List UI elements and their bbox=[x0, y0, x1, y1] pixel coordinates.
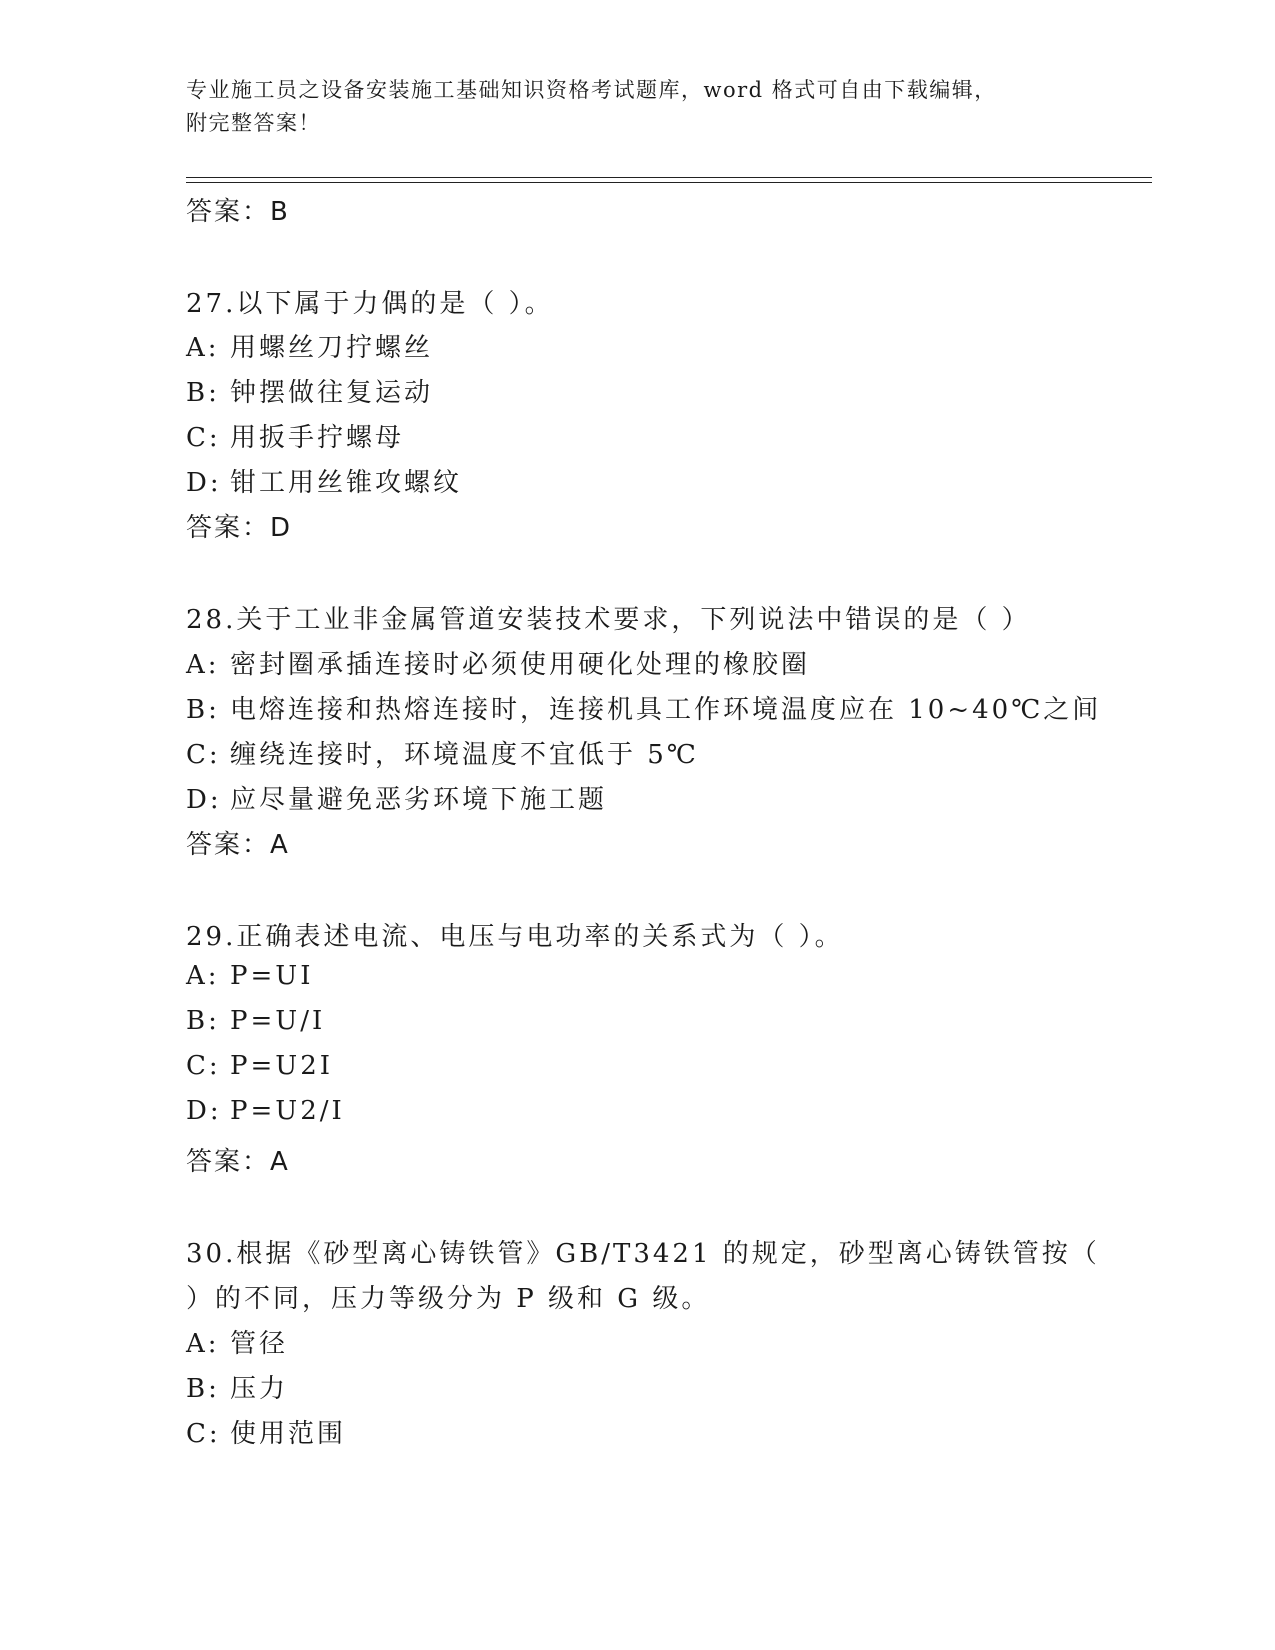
option-label: B: bbox=[186, 1374, 220, 1404]
option-text: 电熔连接和热熔连接时，连接机具工作环境温度应在 10~40℃之间 bbox=[230, 695, 1102, 725]
question-30-stem-line-2: ）的不同，压力等级分为 P 级和 G 级。 bbox=[186, 1284, 711, 1314]
question-29-answer: 答案：A bbox=[186, 1147, 290, 1177]
option-label: C: bbox=[186, 740, 221, 770]
header-divider-bottom bbox=[186, 182, 1152, 183]
question-29-option-c bbox=[186, 1051, 333, 1081]
question-29-option-a bbox=[186, 961, 313, 991]
question-30-stem-line-1: 30.根据《砂型离心铸铁管》GB/T3421 的规定，砂型离心铸铁管按（ bbox=[186, 1239, 1100, 1269]
question-28-option-c bbox=[186, 734, 699, 771]
header-line-1: 专业施工员之设备安装施工基础知识资格考试题库，word 格式可自由下载编辑， bbox=[186, 78, 997, 102]
option-text: P=U/I bbox=[230, 1006, 326, 1036]
question-30-option-c bbox=[186, 1413, 346, 1450]
option-label: A: bbox=[186, 1329, 220, 1359]
question-27-stem: 27.以下属于力偶的是（ ）。 bbox=[186, 289, 554, 319]
question-29-stem: 29.正确表述电流、电压与电功率的关系式为（ ）。 bbox=[186, 922, 844, 952]
question-28-option-d bbox=[186, 779, 607, 816]
question-30-option-a bbox=[186, 1323, 288, 1360]
option-text: 使用范围 bbox=[230, 1419, 347, 1449]
option-label: A: bbox=[186, 650, 220, 680]
question-27-option-d bbox=[186, 462, 462, 499]
question-27-option-a bbox=[186, 327, 433, 364]
option-label: C: bbox=[186, 1051, 221, 1081]
option-text: 应尽量避免恶劣环境下施工题 bbox=[230, 785, 608, 815]
question-28-option-a bbox=[186, 644, 810, 681]
question-28-answer: 答案：A bbox=[186, 830, 290, 860]
option-label: A: bbox=[186, 961, 220, 991]
answer-prev: 答案：B bbox=[186, 197, 290, 227]
option-label: C: bbox=[186, 423, 221, 453]
option-text: 用扳手拧螺母 bbox=[230, 423, 405, 453]
option-label: D: bbox=[186, 468, 222, 498]
document-header bbox=[186, 74, 1076, 140]
option-text: 压力 bbox=[230, 1374, 289, 1404]
option-label: B: bbox=[186, 378, 220, 408]
question-30-option-b bbox=[186, 1368, 288, 1405]
option-label: D: bbox=[186, 1096, 222, 1126]
question-28-stem: 28.关于工业非金属管道安装技术要求，下列说法中错误的是（ ） bbox=[186, 605, 1031, 635]
question-29-option-b bbox=[186, 1006, 325, 1036]
header-divider-top bbox=[186, 177, 1152, 178]
question-29-option-d bbox=[186, 1096, 345, 1126]
question-27-option-c bbox=[186, 417, 404, 454]
question-28-option-b bbox=[186, 689, 1101, 726]
option-label: A: bbox=[186, 333, 220, 363]
option-text: 钟摆做往复运动 bbox=[230, 378, 434, 408]
option-text: P=UI bbox=[230, 961, 314, 991]
option-label: D: bbox=[186, 785, 222, 815]
option-text: P=U2/I bbox=[230, 1096, 345, 1126]
option-text: 钳工用丝锥攻螺纹 bbox=[230, 468, 463, 498]
option-label: B: bbox=[186, 695, 220, 725]
option-text: 管径 bbox=[230, 1329, 289, 1359]
question-27-option-b bbox=[186, 372, 433, 409]
option-text: P=U2I bbox=[230, 1051, 334, 1081]
option-label: B: bbox=[186, 1006, 220, 1036]
question-27-answer: 答案：D bbox=[186, 513, 293, 543]
option-text: 密封圈承插连接时必须使用硬化处理的橡胶圈 bbox=[230, 650, 811, 680]
option-text: 缠绕连接时，环境温度不宜低于 5℃ bbox=[230, 740, 699, 770]
header-line-2: 附完整答案！ bbox=[186, 111, 321, 135]
option-text: 用螺丝刀拧螺丝 bbox=[230, 333, 434, 363]
option-label: C: bbox=[186, 1419, 221, 1449]
